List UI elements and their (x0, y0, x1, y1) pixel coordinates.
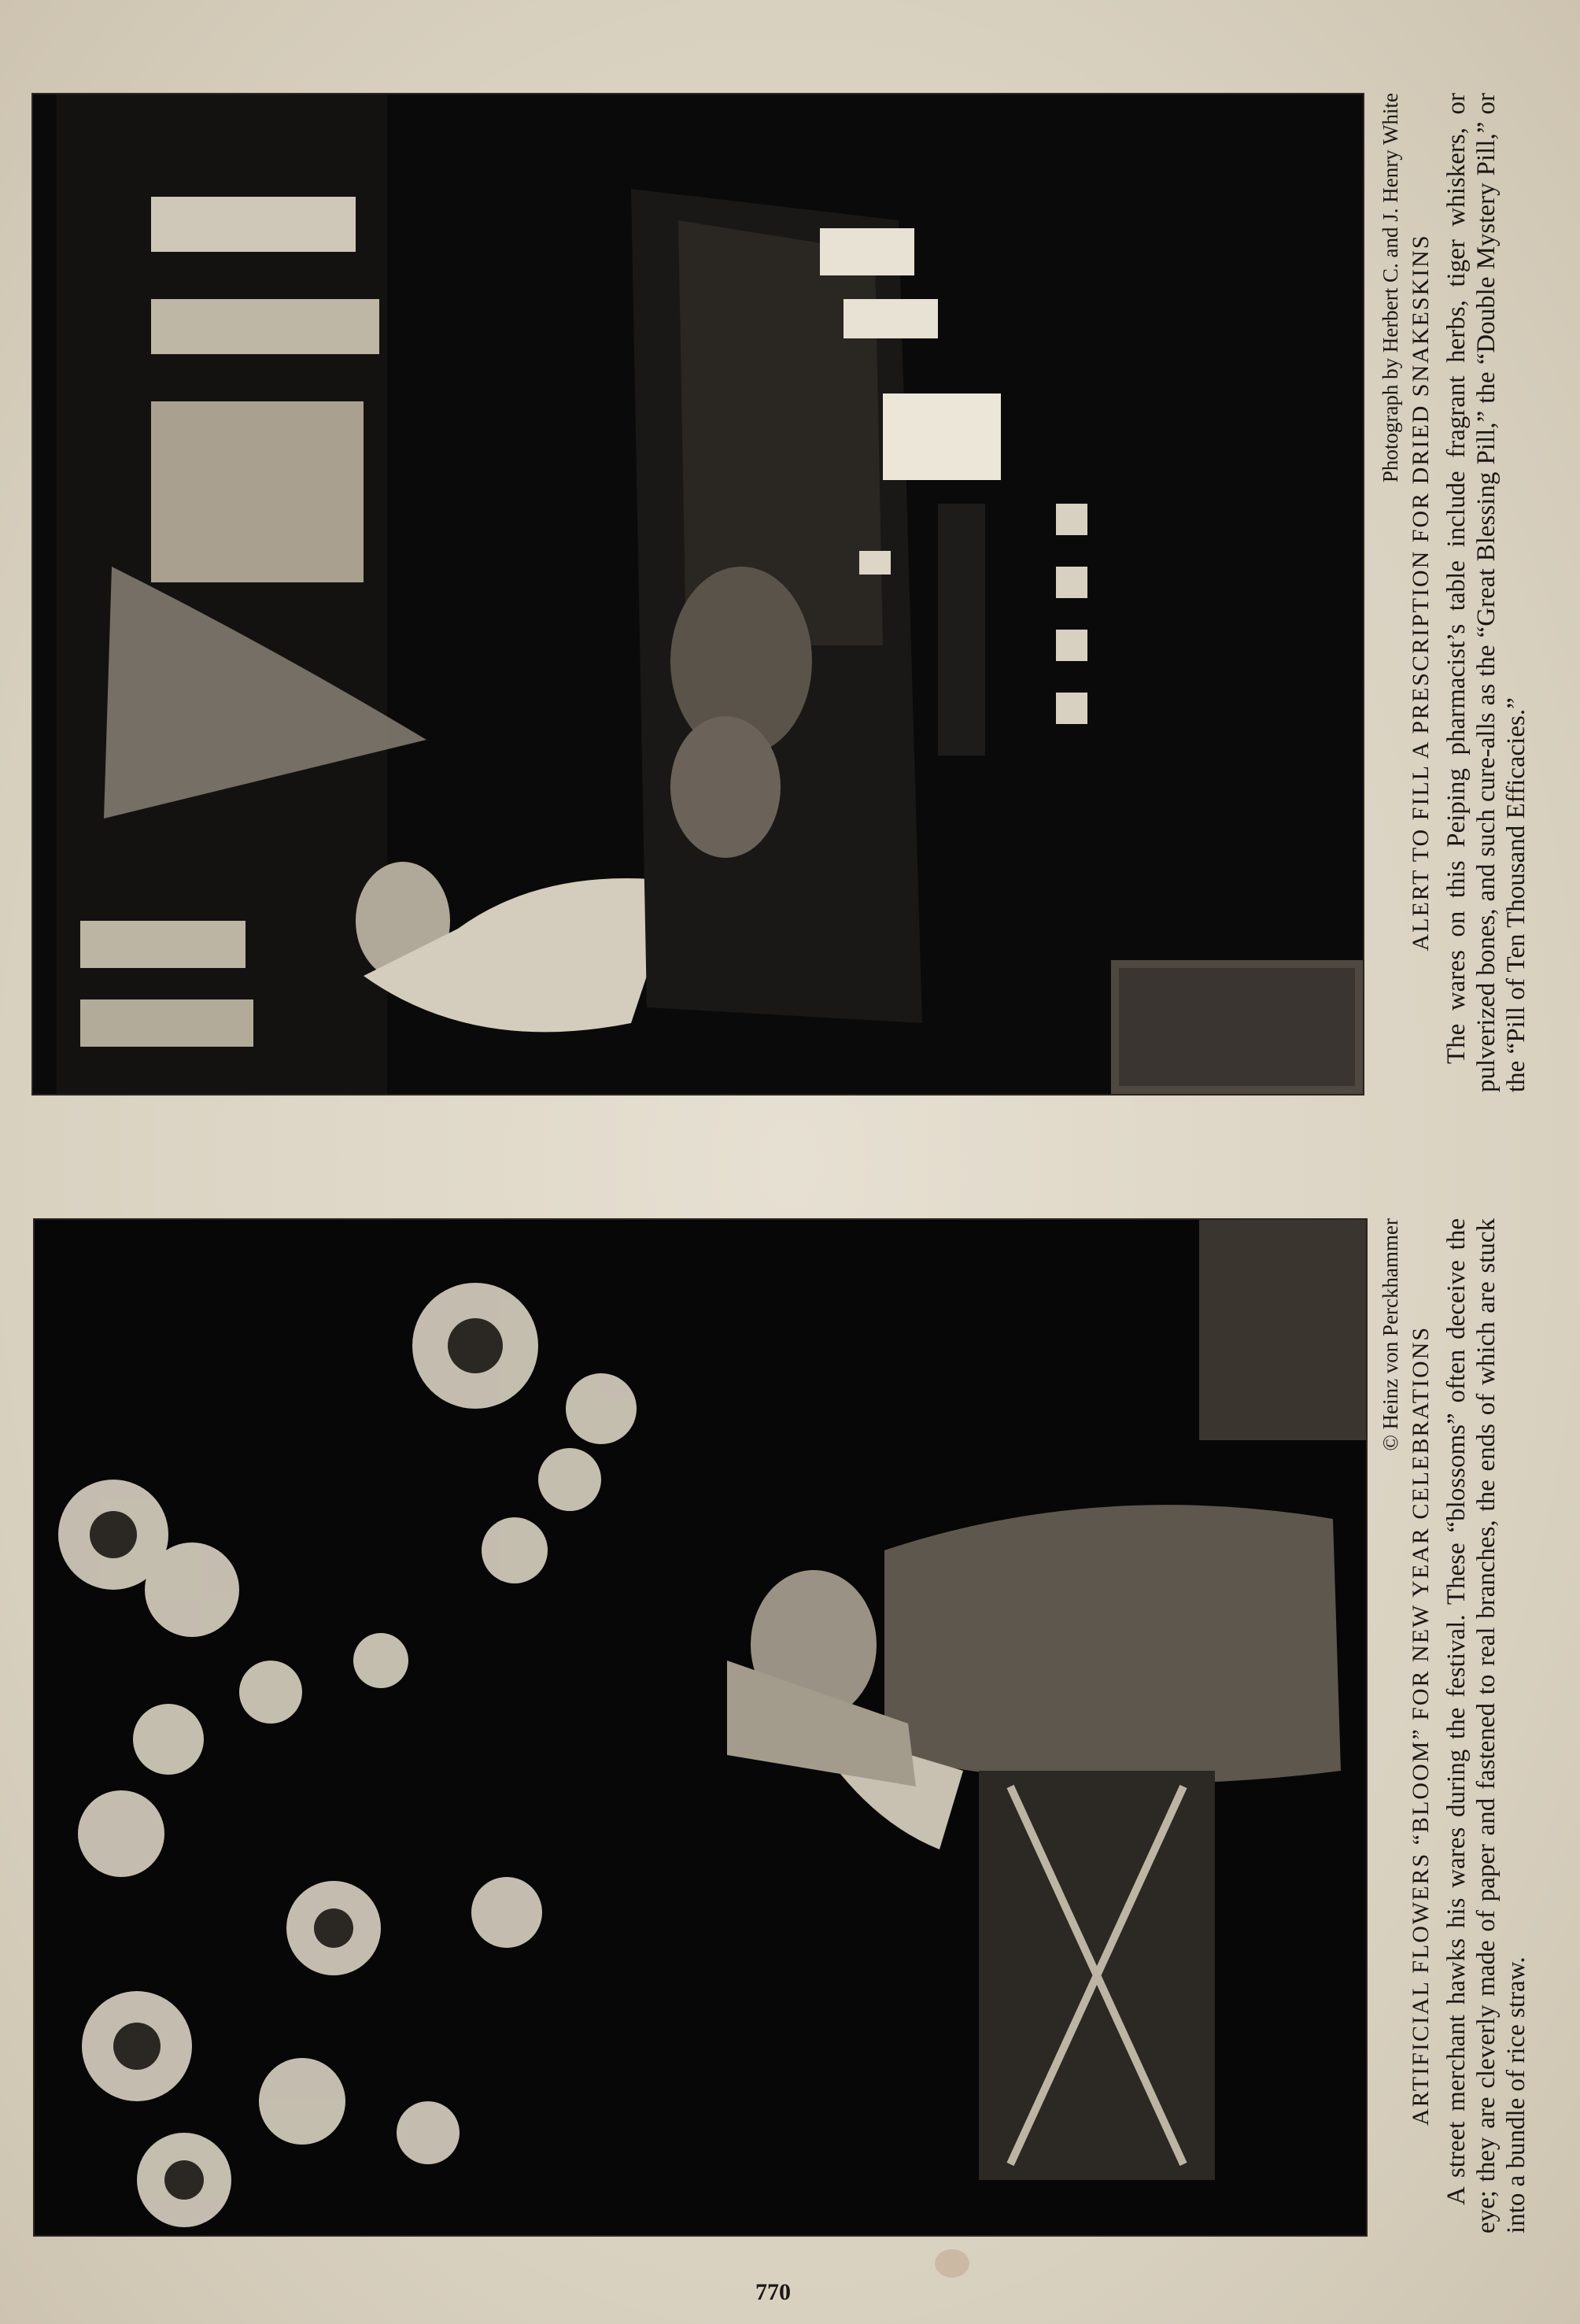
pharmacist-image (33, 94, 1363, 1094)
pharmacist-photo (31, 93, 1364, 1095)
flower-merchant-caption-text: A street merchant hawks his wares during the festival. These “blossoms” often deceive the eye; they are cleverly made of paper and fastened to real branches, the ends of which are stuck into a bundle of rice straw. (1442, 1218, 1530, 2233)
flower-merchant-image (35, 1220, 1366, 2235)
flower-merchant-headline: ARTIFICIAL FLOWERS “BLOOM” FOR NEW YEAR CELEBRATIONS (1408, 1325, 1434, 2126)
pharmacist-caption-text: The wares on this Peiping pharmacist’s table include fragrant herbs, tiger whiskers, or pulverized bones, and such cure-alls as the “Great Blessing Pill,” the “Double Mystery Pill,” or the “Pill of Ten Thousand Efficacies.” (1442, 93, 1530, 1092)
paper-stain (935, 2249, 969, 2278)
page-number: 770 (755, 2279, 791, 2305)
flower-merchant-caption (1379, 1218, 1532, 2233)
flower-merchant-photo (33, 1218, 1368, 2237)
pharmacist-headline: ALERT TO FILL A PRESCRIPTION FOR DRIED SNAKESKINS (1408, 234, 1434, 951)
flower-merchant-photo-credit: © Heinz von Perckhammer (1379, 1218, 1402, 1451)
pharmacist-caption (1379, 93, 1532, 1092)
pharmacist-photo-credit: Photograph by Herbert C. and J. Henry White (1379, 93, 1402, 483)
